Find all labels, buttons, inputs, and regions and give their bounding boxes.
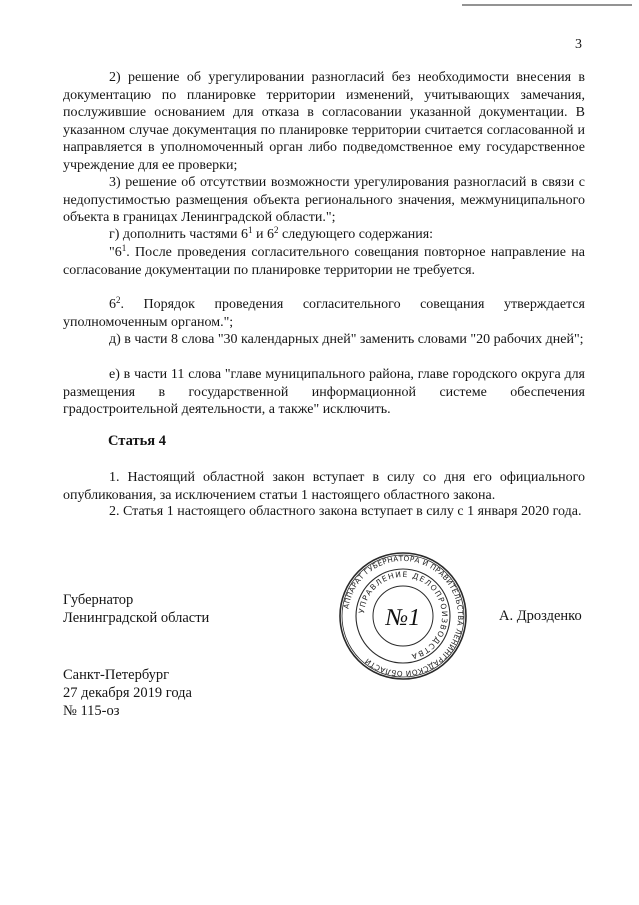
footer-date: 27 декабря 2019 года bbox=[63, 685, 192, 701]
scan-edge-line bbox=[462, 4, 632, 6]
paragraph-subitem-g: г) дополнить частями $6^1$ и $6^2$ следующего содержания: bbox=[109, 225, 434, 242]
paragraph-item-3: 3) решение об отсутствии возможности урегулирования разногласий в связи с недопустимостью размещения объекта регионального значения, межмуниципального объекта в границах Ленинградской области."; bbox=[63, 175, 585, 226]
seal-inner-text: УПРАВЛЕНИЕ ДЕЛОПРОИЗВОДСТВА bbox=[357, 569, 450, 662]
paragraph-subitem-d: д) в части 8 слова "30 календарных дней" заменить словами "20 рабочих дней"; bbox=[109, 332, 584, 347]
seal-outer-text: АППАРАТ ГУБЕРНАТОРА И ПРАВИТЕЛЬСТВА ЛЕНИНГРАДСКОЙ ОБЛАСТИ bbox=[341, 553, 466, 679]
paragraph-subitem-e: е) в части 11 слова "главе муниципального района, главе городского округа для размещения в государственной информационной системе обеспечения градостроительной деятельности, а также" исключить. bbox=[63, 367, 585, 418]
signature-name: А. Дрозденко bbox=[499, 608, 582, 624]
document-footer bbox=[63, 666, 192, 720]
seal-number: №1 bbox=[385, 605, 421, 631]
article-paragraph-1: 1. Настоящий областной закон вступает в силу со дня его официального опубликования, за исключением статьи 1 настоящего областного закона. bbox=[63, 470, 585, 503]
official-seal-stamp bbox=[338, 551, 468, 681]
signature-title-line-2: Ленинградской области bbox=[63, 610, 210, 626]
article-paragraph-2: 2. Статья 1 настоящего областного закона вступает в силу с 1 января 2020 года. bbox=[109, 504, 582, 519]
paragraph-part-6-2: $6^2$. Порядок проведения согласительного совещания утверждается уполномоченным органом."; bbox=[63, 295, 585, 330]
footer-city: Санкт-Петербург bbox=[63, 667, 170, 683]
signature-title-line-1: Губернатор bbox=[63, 592, 134, 608]
paragraph-part-6-1: "$6^1$. После проведения согласительного совещания повторное направление на согласование документации по планировке территории не требуется. bbox=[63, 243, 585, 278]
page-number: 3 bbox=[575, 37, 582, 52]
paragraph-item-2: 2) решение об урегулировании разногласий без необходимости внесения в документацию по планировке территории изменений, учитывающих замечания, послужившие основанием для отказа в согласовании указанной документации. В указанном случае документация по планировке территории считается согласованной и направляется в уполномоченный орган либо подведомственное ему государственное учреждение для ее проверки; bbox=[63, 70, 585, 173]
article-heading: Статья 4 bbox=[108, 433, 166, 449]
footer-law-number: № 115-оз bbox=[63, 703, 120, 719]
signature-title bbox=[63, 591, 209, 627]
